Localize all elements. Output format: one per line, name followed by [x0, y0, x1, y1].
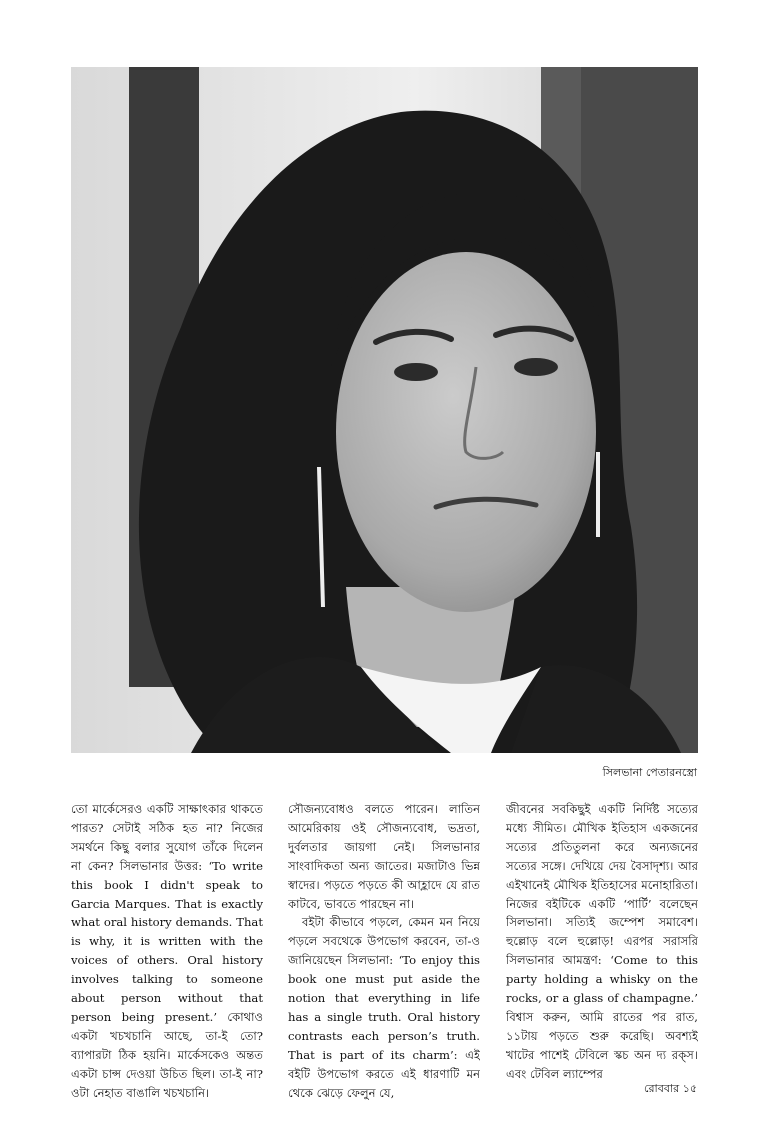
paragraph: তো মার্কেসেরও একটি সাক্ষাৎকার থাকতে পারত? সেটাই সঠিক হত না? নিজের সমর্থনে কিছু বলার সুযোগ তাঁকে দিলেন না কেন? সিলভানার উত্তর: ‘To write this book I didn't speak to Garcia Marques. That is exactly what oral history demands. That is why, it is written with the voices of others. Oral history involves talking to someone about person without that person being present.’ কোথাও একটা খচখচানি আছে, তা-ই তো? ব্যাপারটা ঠিক হয়নি। মার্কেসকেও অন্তত একটা চান্স দেওয়া উচিত ছিল। তা-ই না? ওটা নেহাত বাঙালি খচখচানি। [71, 802, 263, 1100]
article-column-3 [506, 800, 698, 1084]
portrait-illustration [71, 67, 698, 753]
photo-caption: সিলভানা পেতারনস্ত্রো [602, 766, 697, 779]
page-footer: রোববার ১৫ [644, 1082, 697, 1095]
paragraph: সৌজন্যবোধও বলতে পারেন। লাতিন আমেরিকায় ওই সৌজন্যবোধ, ভদ্রতা, দুর্বলতার জায়গা নেই। সিলভানার সাংবাদিকতা অন্য জাতের। মজাটাও ভিন্ন স্বাদের। পড়তে পড়তে কী আহ্লাদে যে রাত কাটবে, ভাবতে পারছেন না। [288, 802, 480, 911]
paragraph: জীবনের সবকিছুই একটি নির্দিষ্ট সত্যের মধ্যে সীমিত। মৌখিক ইতিহাস একজনের সত্যের প্রতিতুলনা করে অন্যজনের সত্যের সঙ্গে। দেখিয়ে দেয় বৈসাদৃশ্য। আর এইখানেই মৌখিক ইতিহাসের মনোহারিতা। নিজের বইটিকে একটি ‘পার্টি’ বলেছেন সিলভানা। সত্যিই জম্পেশ সমাবেশ। হুল্লোড় বলে হুল্লোড়! এরপর সরাসরি সিলভানার আমন্ত্রণ: ‘Come to this party holding a whisky on the rocks, or a glass of champagne.’ বিশ্বাস করুন, আমি রাতের পর রাত, ১১টায় পড়তে শুরু করেছি। অবশ্যই খাটের পাশেই টেবিলে স্কচ অন দ্য রক্‌স। এবং টেবিল ল্যাম্পের [506, 802, 698, 1081]
paragraph: বইটা কীভাবে পড়লে, কেমন মন নিয়ে পড়লে সবথেকে উপভোগ করবেন, তা-ও জানিয়েছেন সিলভানা: ‘To enjoy this book one must put aside the notion that everything in life has a single truth. Oral history contrasts each person’s truth. That is part of its charm’: এই বইটি উপভোগ করতে এই ধারণাটি মন থেকে ঝেড়ে ফেলুন যে, [288, 915, 480, 1100]
article-column-1 [71, 800, 263, 1103]
portrait-photo [71, 67, 698, 753]
article-column-2 [288, 800, 480, 1103]
